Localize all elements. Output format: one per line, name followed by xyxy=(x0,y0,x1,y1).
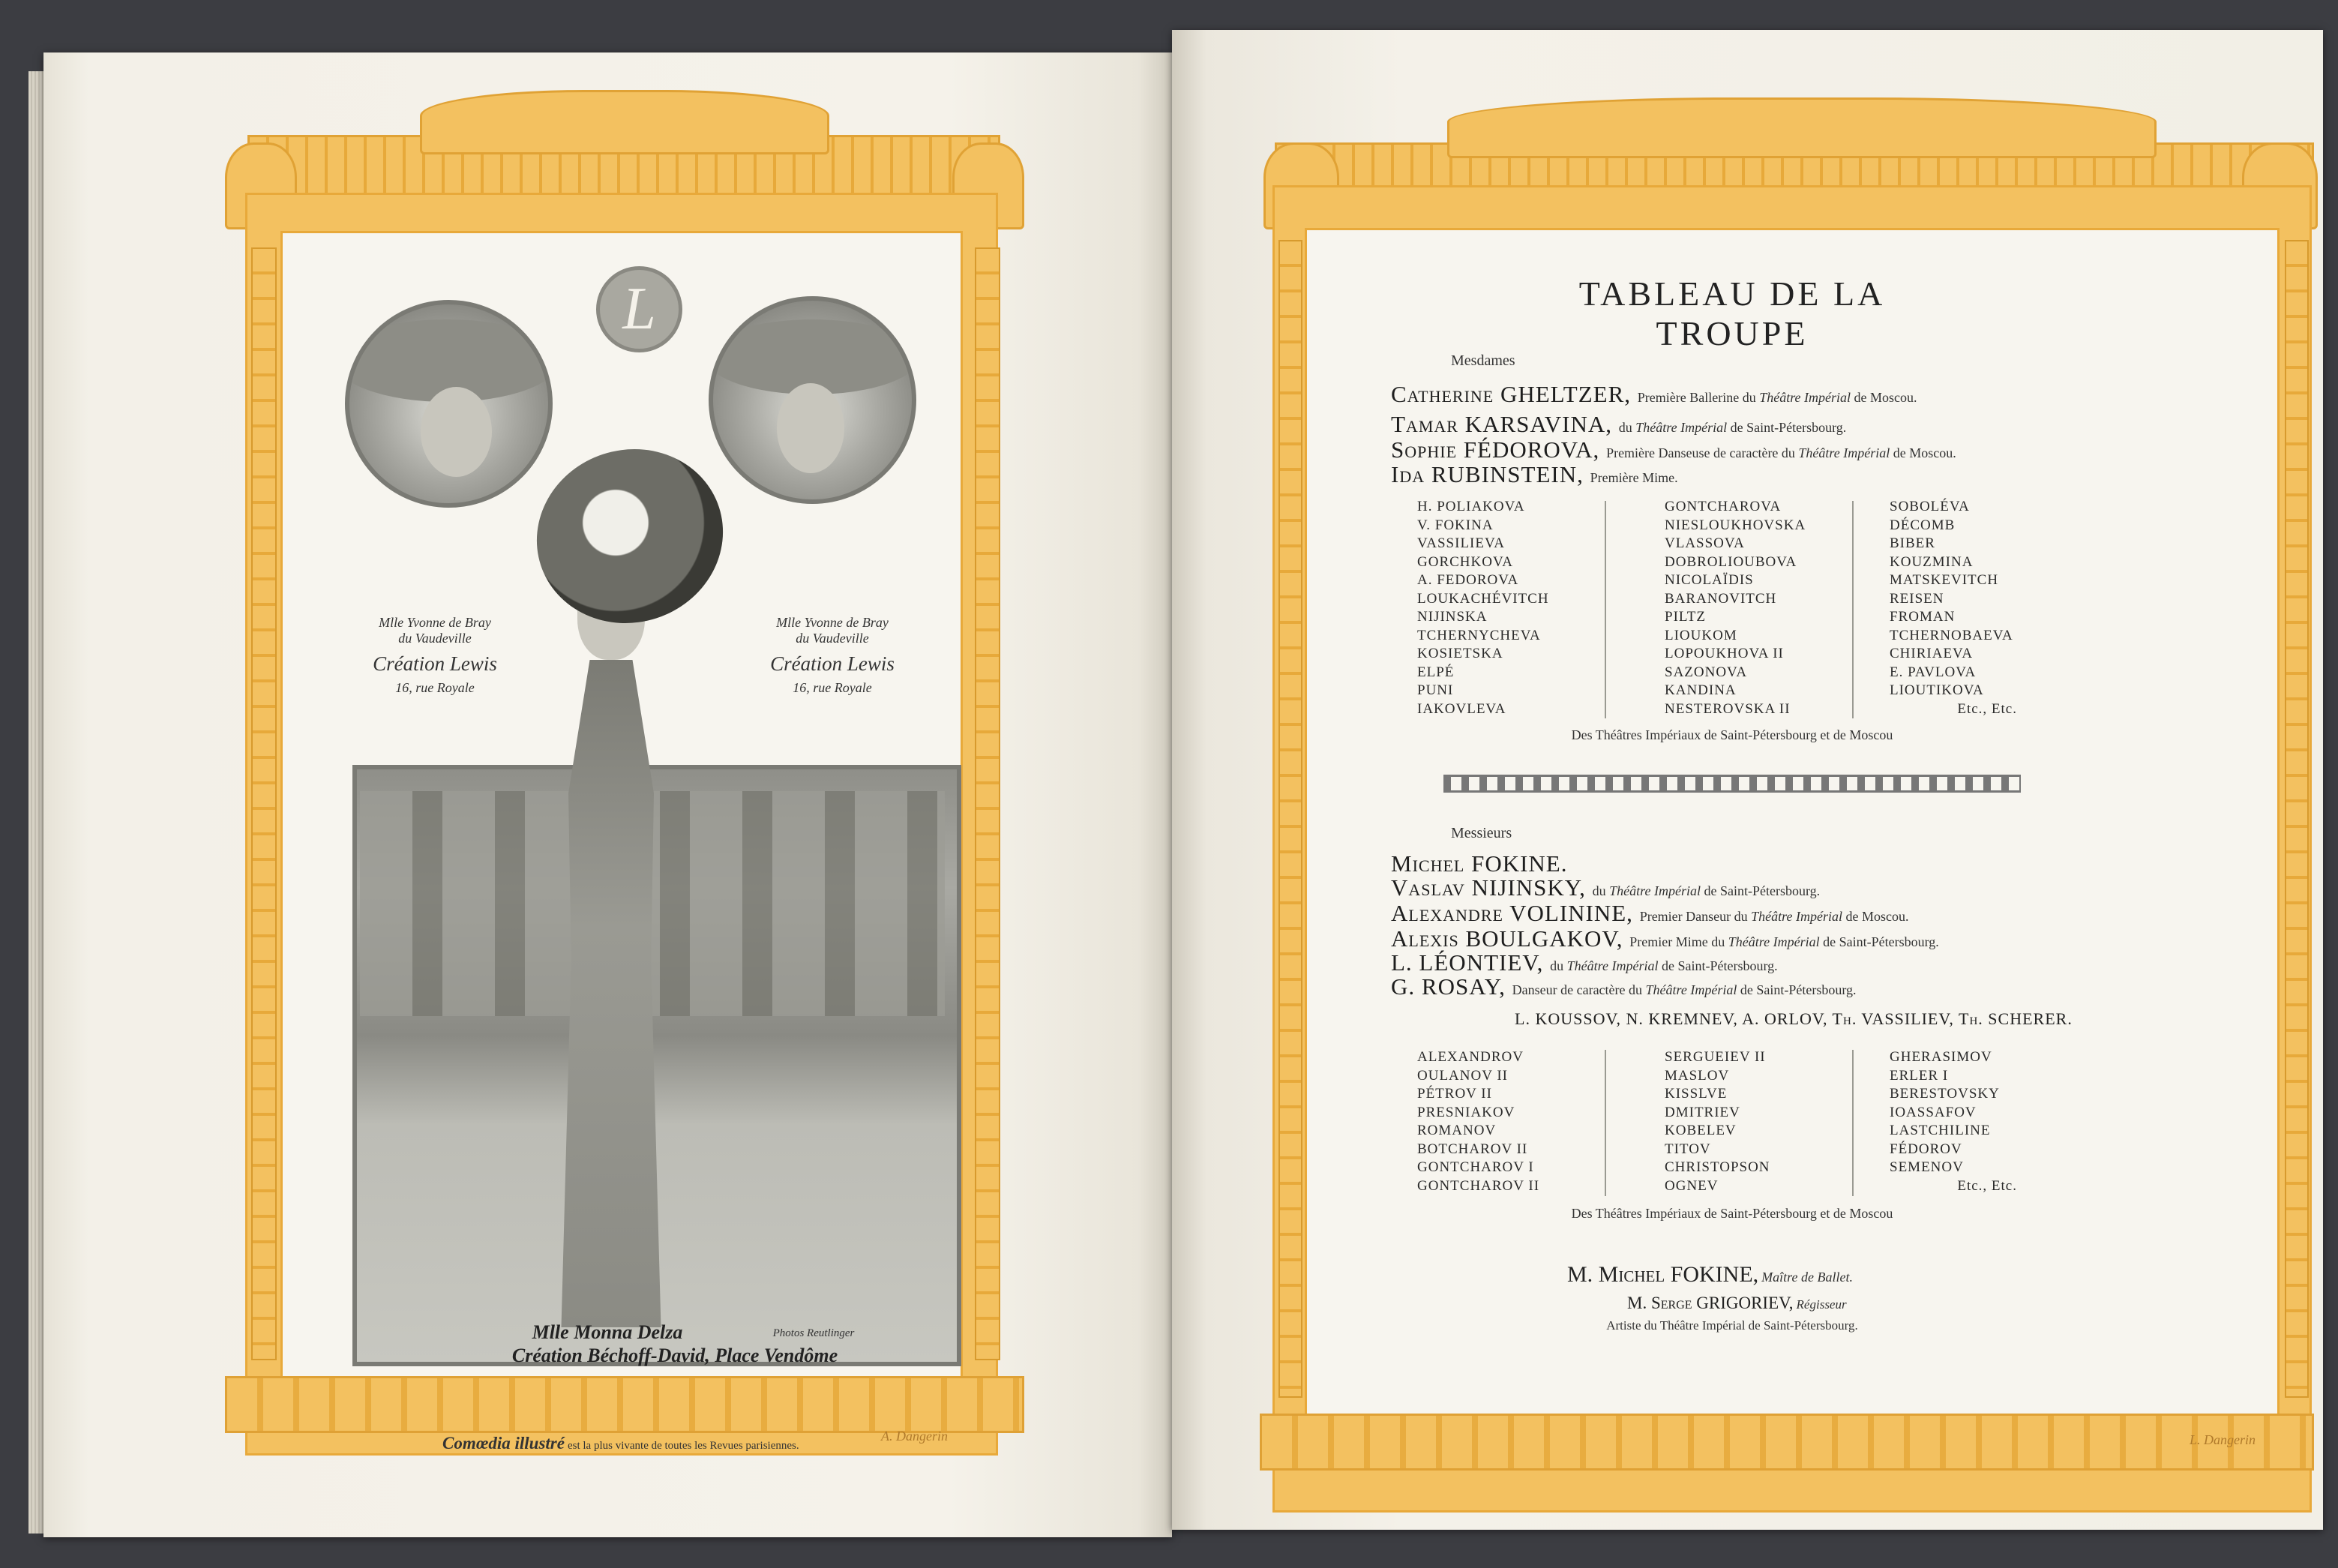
dancer-note: Premier Danseur du xyxy=(1639,909,1752,924)
dancer-note: Premier Mime du xyxy=(1629,934,1728,949)
ballet-master-role: Maître de Ballet. xyxy=(1761,1270,1853,1285)
caption-line: Création Lewis xyxy=(373,652,497,675)
dancer-name: Alexis BOULGAKOV, xyxy=(1391,925,1623,952)
list-item: Etc., Etc. xyxy=(1957,700,2017,717)
list-item: ERLER I xyxy=(1890,1067,1949,1084)
women-column-2 xyxy=(1665,498,1806,718)
principal-dancer-line xyxy=(1391,850,1568,877)
list-item: VASSILIEVA xyxy=(1417,535,1505,551)
list-item: GHERASIMOV xyxy=(1890,1049,1992,1065)
right-frame-pillar xyxy=(2285,240,2309,1398)
list-item: CHIRIAEVA xyxy=(1890,646,1974,661)
dancer-note-theatre: Théâtre Impérial xyxy=(1798,445,1890,460)
list-item: KISSLVE xyxy=(1665,1086,1728,1102)
women-theatres-note: Des Théâtres Impériaux de Saint-Pétersbourg et de Moscou xyxy=(1571,727,1893,742)
men-column-2 xyxy=(1665,1048,1770,1195)
dancer-note: de Saint-Pétersbourg. xyxy=(1819,934,1939,949)
regisseur-line xyxy=(1627,1294,1847,1313)
list-item: OGNEV xyxy=(1665,1177,1719,1194)
right-frame-pillar xyxy=(1278,240,1302,1398)
list-item: FROMAN xyxy=(1890,609,1956,625)
column-divider xyxy=(1852,1050,1854,1196)
dancer-note-theatre: Théâtre Impérial xyxy=(1759,390,1851,405)
column-divider xyxy=(1605,501,1606,718)
list-item: KOUZMINA xyxy=(1890,553,1974,570)
secondary-dancers-line: L. KOUSSOV, N. KREMNEV, A. ORLOV, Th. VASSILIEV, Th. SCHERER. xyxy=(1515,1009,2073,1028)
regisseur-name: M. Serge GRIGORIEV, xyxy=(1627,1294,1794,1312)
portrait-face xyxy=(421,387,492,477)
list-item: SEMENOV xyxy=(1890,1159,1964,1175)
dancer-note: de Saint-Pétersbourg. xyxy=(1727,420,1847,435)
dancer-name: Alexandre VOLININE, xyxy=(1391,900,1633,926)
list-item: TCHERNYCHEVA xyxy=(1417,627,1541,643)
women-column-3 xyxy=(1890,498,2017,718)
dancer-note: du xyxy=(1592,883,1610,898)
left-frame-crest xyxy=(420,90,829,154)
list-item: KANDINA xyxy=(1665,682,1737,698)
list-item: VLASSOVA xyxy=(1665,535,1745,551)
list-item: GONTCHAROV I xyxy=(1417,1159,1534,1175)
list-item: ALEXANDROV xyxy=(1417,1049,1524,1065)
dancer-note: de Moscou. xyxy=(1842,909,1909,924)
men-theatres-note: Des Théâtres Impériaux de Saint-Pétersbourg et de Moscou xyxy=(1571,1206,1893,1221)
list-item: ELPÉ xyxy=(1417,664,1455,680)
list-item: ROMANOV xyxy=(1417,1123,1497,1138)
mesdames-label: Mesdames xyxy=(1451,352,1515,369)
portrait-right-caption xyxy=(720,615,945,696)
list-item: NESTEROVSKA II xyxy=(1665,700,1791,717)
dancer-note: Première Danseuse de caractère du xyxy=(1606,445,1799,460)
list-item: BERESTOVSKY xyxy=(1890,1086,2000,1102)
list-item: DOBROLIOUBOVA xyxy=(1665,553,1797,570)
footer-text: est la plus vivante de toutes les Revues parisiennes. xyxy=(567,1440,799,1452)
principal-dancer-line xyxy=(1391,381,1917,408)
section-divider-ornament xyxy=(1443,775,2021,793)
list-item: H. POLIAKOVA xyxy=(1417,499,1525,514)
regisseur-note: Artiste du Théâtre Impérial de Saint-Pétersbourg. xyxy=(1606,1318,1858,1333)
list-item: GONTCHAROVA xyxy=(1665,499,1782,514)
left-artist-signature: A. Dangerin xyxy=(881,1429,948,1444)
men-column-1 xyxy=(1417,1048,1539,1195)
list-item: OULANOV II xyxy=(1417,1067,1508,1084)
dancer-name: Catherine GHELTZER, xyxy=(1391,381,1632,407)
caption-line: Mlle Yvonne de Bray xyxy=(776,615,889,630)
principal-dancer-line xyxy=(1391,925,1939,952)
list-item: NIJINSKA xyxy=(1417,609,1488,625)
dancer-note: de Saint-Pétersbourg. xyxy=(1658,958,1778,973)
list-item: LOUKACHÉVITCH xyxy=(1417,590,1549,607)
page-title: TABLEAU DE LA TROUPE xyxy=(1578,274,1886,352)
ballet-master-name: M. Michel FOKINE, xyxy=(1567,1262,1759,1287)
right-artist-signature: L. Dangerin xyxy=(2190,1432,2256,1447)
list-item: TITOV xyxy=(1665,1141,1711,1157)
list-item: BIBER xyxy=(1890,535,1935,551)
principal-dancer-line xyxy=(1391,874,1820,901)
portrait-medallion-right xyxy=(709,296,916,504)
list-item: SAZONOVA xyxy=(1665,664,1748,680)
dancer-name: G. ROSAY, xyxy=(1391,973,1506,1000)
dancer-note-theatre: Théâtre Impérial xyxy=(1609,883,1701,898)
left-frame-pillar xyxy=(251,247,277,1360)
list-item: PILTZ xyxy=(1665,609,1706,625)
dancer-name: Tamar KARSAVINA, xyxy=(1391,411,1613,437)
list-item: MATSKEVITCH xyxy=(1890,572,1999,588)
caption-line: Création Lewis xyxy=(770,652,895,675)
right-frame-base-ornament xyxy=(1260,1414,2314,1471)
principal-dancer-line xyxy=(1391,900,1908,927)
left-page-footer xyxy=(442,1434,892,1453)
list-item: PÉTROV II xyxy=(1417,1086,1492,1102)
dancer-note-theatre: Théâtre Impérial xyxy=(1645,982,1737,997)
principal-dancer-line xyxy=(1391,461,1678,488)
portrait-face xyxy=(777,383,844,473)
right-frame-crest xyxy=(1447,97,2157,158)
main-caption-creation: Création Béchoff-David, Place Vendôme xyxy=(511,1345,838,1366)
dancer-name: Ida RUBINSTEIN, xyxy=(1391,461,1584,487)
lewis-logo-badge: L xyxy=(596,266,682,352)
footer-title: Comœdia illustré xyxy=(442,1434,565,1453)
ballet-master-line xyxy=(1567,1262,1853,1288)
principal-dancer-line xyxy=(1391,949,1778,976)
dancer-name: Michel FOKINE. xyxy=(1391,850,1568,877)
men-column-3 xyxy=(1890,1048,2017,1195)
dancer-note: de Moscou. xyxy=(1890,445,1956,460)
list-item: LIOUTIKOVA xyxy=(1890,682,1984,698)
dancer-note-theatre: Théâtre Impérial xyxy=(1751,909,1842,924)
list-item: REISEN xyxy=(1890,590,1944,607)
dancer-note: de Moscou. xyxy=(1851,390,1917,405)
list-item: PRESNIAKOV xyxy=(1417,1104,1515,1120)
list-item: BARANOVITCH xyxy=(1665,590,1777,607)
list-item: MASLOV xyxy=(1665,1067,1730,1084)
list-item: NICOLAÏDIS xyxy=(1665,572,1754,588)
messieurs-label: Messieurs xyxy=(1451,825,1512,841)
dancer-note: de Saint-Pétersbourg. xyxy=(1737,982,1857,997)
list-item: A. FEDOROVA xyxy=(1417,572,1519,588)
list-item: KOSIETSKA xyxy=(1417,646,1503,661)
principal-dancer-line xyxy=(1391,973,1857,1000)
main-caption-name: Mlle Monna Delza xyxy=(532,1321,683,1343)
list-item: PUNI xyxy=(1417,682,1454,698)
list-item: BOTCHAROV II xyxy=(1417,1141,1528,1157)
list-item: SOBOLÉVA xyxy=(1890,499,1970,514)
dancer-name: L. LÉONTIEV, xyxy=(1391,949,1544,976)
list-item: CHRISTOPSON xyxy=(1665,1159,1770,1175)
dancer-name: Sophie FÉDOROVA, xyxy=(1391,436,1600,463)
list-item: FÉDOROV xyxy=(1890,1141,1962,1157)
dancer-name: Vaslav NIJINSKY, xyxy=(1391,874,1586,901)
list-item: NIESLOUKHOVSKA xyxy=(1665,517,1806,533)
dancer-note: du xyxy=(1550,958,1567,973)
list-item: GORCHKOVA xyxy=(1417,553,1513,570)
list-item: TCHERNOBAEVA xyxy=(1890,627,2013,643)
list-item: IOASSAFOV xyxy=(1890,1104,1977,1120)
regisseur-role: Régisseur xyxy=(1796,1297,1847,1312)
list-item: GONTCHAROV II xyxy=(1417,1177,1540,1194)
dancer-note: du xyxy=(1618,420,1636,435)
dancer-note: Première Ballerine du xyxy=(1637,390,1760,405)
list-item: DMITRIEV xyxy=(1665,1104,1740,1120)
list-item: DÉCOMB xyxy=(1890,517,1956,533)
principal-dancer-line xyxy=(1391,411,1846,438)
column-divider xyxy=(1852,501,1854,718)
dancer-note: de Saint-Pétersbourg. xyxy=(1700,883,1821,898)
column-divider xyxy=(1605,1050,1606,1196)
women-column-1 xyxy=(1417,498,1549,718)
dancer-note: Première Mime. xyxy=(1590,470,1678,485)
left-frame-pillar xyxy=(975,247,1000,1360)
list-item: LASTCHILINE xyxy=(1890,1123,1991,1138)
main-caption-credit: Photos Reutlinger xyxy=(772,1327,855,1339)
left-frame-base-ornament xyxy=(225,1376,1024,1433)
list-item: SERGUEIEV II xyxy=(1665,1049,1766,1065)
caption-line: 16, rue Royale xyxy=(395,680,475,695)
caption-line: 16, rue Royale xyxy=(793,680,872,695)
list-item: Etc., Etc. xyxy=(1957,1177,2017,1194)
caption-line: Mlle Yvonne de Bray xyxy=(379,615,491,630)
dancer-note-theatre: Théâtre Impérial xyxy=(1635,420,1728,435)
list-item: IAKOVLEVA xyxy=(1417,700,1506,717)
dancer-note: Danseur de caractère du xyxy=(1512,982,1646,997)
dancer-note-theatre: Théâtre Impérial xyxy=(1728,934,1820,949)
list-item: LOPOUKHOVA II xyxy=(1665,646,1784,661)
portrait-medallion-left xyxy=(345,300,553,508)
list-item: LIOUKOM xyxy=(1665,627,1737,643)
list-item: E. PAVLOVA xyxy=(1890,664,1977,680)
list-item: V. FOKINA xyxy=(1417,517,1494,533)
principal-dancer-line xyxy=(1391,436,1956,463)
caption-line: du Vaudeville xyxy=(398,631,472,646)
list-item: KOBELEV xyxy=(1665,1123,1737,1138)
portrait-left-caption xyxy=(322,615,547,696)
caption-line: du Vaudeville xyxy=(796,631,869,646)
dancer-note-theatre: Théâtre Impérial xyxy=(1566,958,1659,973)
